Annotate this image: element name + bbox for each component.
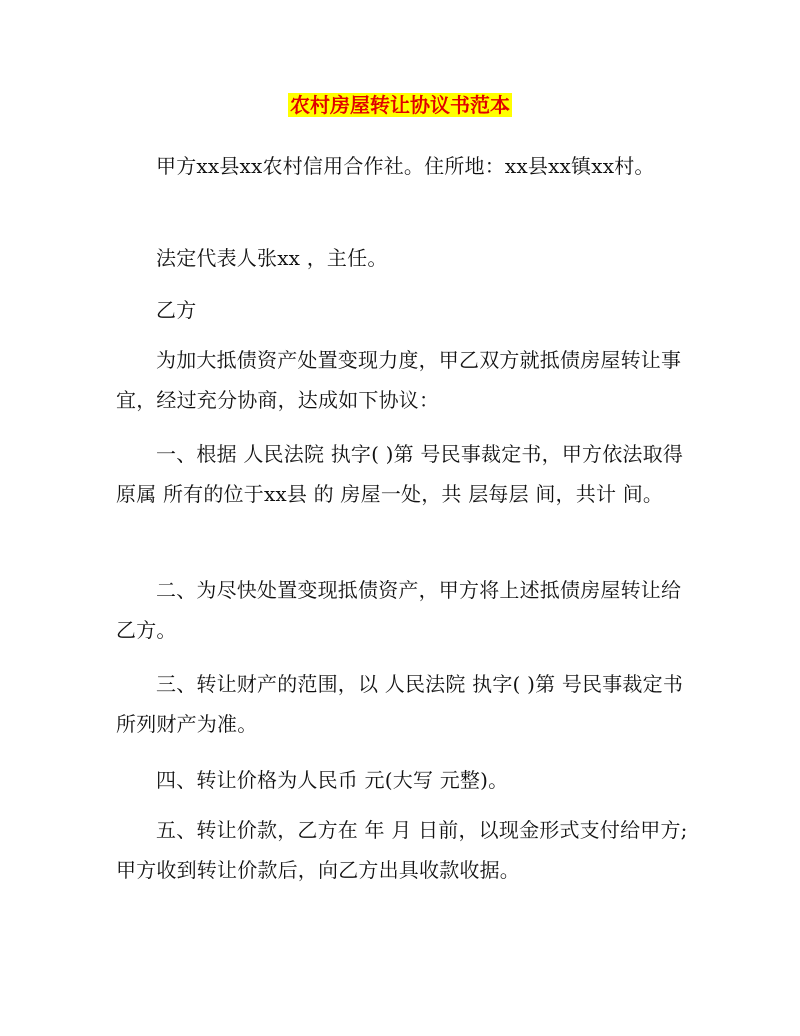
title-container [0, 93, 800, 117]
paragraph-party-a: 甲方xx县xx农村信用合作社。住所地：xx县xx镇xx村。 [156, 154, 655, 178]
paragraph-clause-4: 四、转让价格为人民币 元(大写 元整)。 [156, 768, 509, 792]
paragraph-legal-representative: 法定代表人张xx ，主任。 [156, 246, 388, 270]
paragraph-preamble: 为加大抵债资产处置变现力度，甲乙双方就抵债房屋转让事宜，经过充分协商，达成如下协议： [116, 348, 682, 412]
paragraph-clause-2: 二、为尽快处置变现抵债资产，甲方将上述抵债房屋转让给乙方。 [116, 578, 682, 642]
document-title: 农村房屋转让协议书范本 [290, 93, 510, 117]
paragraph-clause-3: 三、转让财产的范围，以 人民法院 执字( )第 号民事裁定书所列财产为准。 [116, 672, 684, 736]
paragraph-clause-1: 一、根据 人民法院 执字( )第 号民事裁定书，甲方依法取得原属 所有的位于xx县 的 房屋一处，共 层每层 间，共计 间。 [116, 442, 684, 506]
paragraph-party-b: 乙方 [156, 298, 197, 322]
paragraph-clause-5: 五、转让价款，乙方在 年 月 日前，以现金形式支付给甲方;甲方收到转让价款后，向乙方出具收款收据。 [116, 818, 688, 882]
